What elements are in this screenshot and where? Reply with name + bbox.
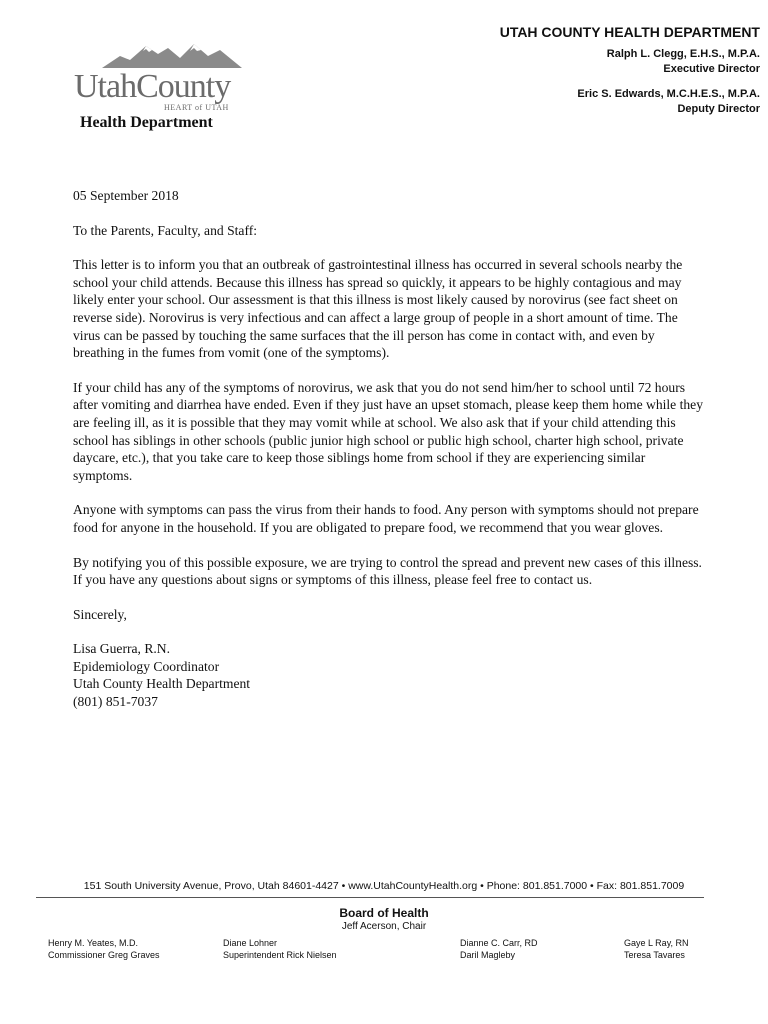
- board-member: Diane Lohner: [223, 938, 278, 948]
- director-title: Executive Director: [663, 63, 760, 75]
- board-member: Commissioner Greg Graves: [48, 950, 160, 960]
- board-member: Henry M. Yeates, M.D.: [48, 938, 139, 948]
- board-member: Teresa Tavares: [624, 950, 685, 960]
- board-member-column: [624, 937, 689, 961]
- salutation: To the Parents, Faculty, and Staff:: [73, 222, 258, 238]
- paragraph: By notifying you of this possible exposure, we are trying to control the spread and prevent new cases of this illness. If you have any questions about signs or symptoms of this illness, please feel free to contact us.: [73, 554, 702, 588]
- logo-wordmark: UtahCounty: [74, 68, 231, 105]
- board-member: Gaye L Ray, RN: [624, 938, 689, 948]
- paragraph: This letter is to inform you that an outbreak of gastrointestinal illness has occurred in several schools nearby the school your child attends. Because this illness has spread so quickly, it appears to be highly contagious and may likely enter your school. Our assessment is that this illness is most likely caused by norovirus (see fact sheet on reverse side). Norovirus is very infectious and can affect a large group of people in a short amount of time. The virus can be passed by touching the same surfaces that the ill person has come in contact with, and even by breathing in the fumes from vomit (one of the symptoms).: [73, 257, 683, 361]
- signer-name: Lisa Guerra, R.N.: [73, 641, 171, 657]
- paragraph: Anyone with symptoms can pass the virus from their hands to food. Any person with symptoms should not prepare food for anyone in the household. If you are obligated to prepare food, we recommend that you wear gloves.: [73, 502, 699, 535]
- footer-address: 151 South University Avenue, Provo, Utah 84601-4427 • www.UtahCountyHealth.org • Phone: 801.851.7000 • Fax: 801.851.7009: [83, 880, 685, 892]
- paragraph: If your child has any of the symptoms of norovirus, we ask that you do not send him/her to school until 72 hours after vomiting and diarrhea have ended. Even if they just have an upset stomach, please keep them home while they are feeling ill, as it is possible that they may vomit while at school. We also ask that if your child attending this school has siblings in other schools (public junior high school or public high school, charter high school, private daycare, etc.), that you take care to keep those siblings home from school if they are experiencing similar symptoms.: [73, 379, 704, 483]
- logo-department: Health Department: [80, 114, 213, 131]
- board-member-column: [223, 937, 337, 961]
- mountain-icon: [102, 40, 242, 70]
- signature-block: [73, 640, 705, 710]
- director-name: Ralph L. Clegg, E.H.S., M.P.A.: [606, 48, 760, 60]
- signer-org: Utah County Health Department: [73, 676, 251, 692]
- board-of-health: [0, 906, 768, 932]
- board-member: Dianne C. Carr, RD: [460, 938, 538, 948]
- board-member: Superintendent Rick Nielsen: [223, 950, 337, 960]
- board-member-column: [460, 937, 538, 961]
- board-chair: Jeff Acerson, Chair: [341, 921, 427, 932]
- board-member: Daril Magleby: [460, 950, 516, 960]
- letter-body: [73, 187, 705, 711]
- board-member-column: [48, 937, 160, 961]
- signer-title: Epidemiology Coordinator: [73, 658, 220, 674]
- deputy-title: Deputy Director: [677, 103, 760, 115]
- signer-phone: (801) 851-7037: [73, 694, 158, 710]
- board-heading: Board of Health: [339, 906, 429, 920]
- deputy-name: Eric S. Edwards, M.C.H.E.S., M.P.A.: [577, 88, 760, 100]
- logo-tagline: HEART of UTAH: [164, 103, 229, 112]
- closing: Sincerely,: [73, 606, 127, 622]
- organization-name: UTAH COUNTY HEALTH DEPARTMENT: [499, 24, 760, 40]
- utah-county-logo: [72, 40, 262, 135]
- footer-divider: [36, 897, 704, 898]
- letterhead: [500, 24, 760, 117]
- letter-date: 05 September 2018: [73, 188, 179, 203]
